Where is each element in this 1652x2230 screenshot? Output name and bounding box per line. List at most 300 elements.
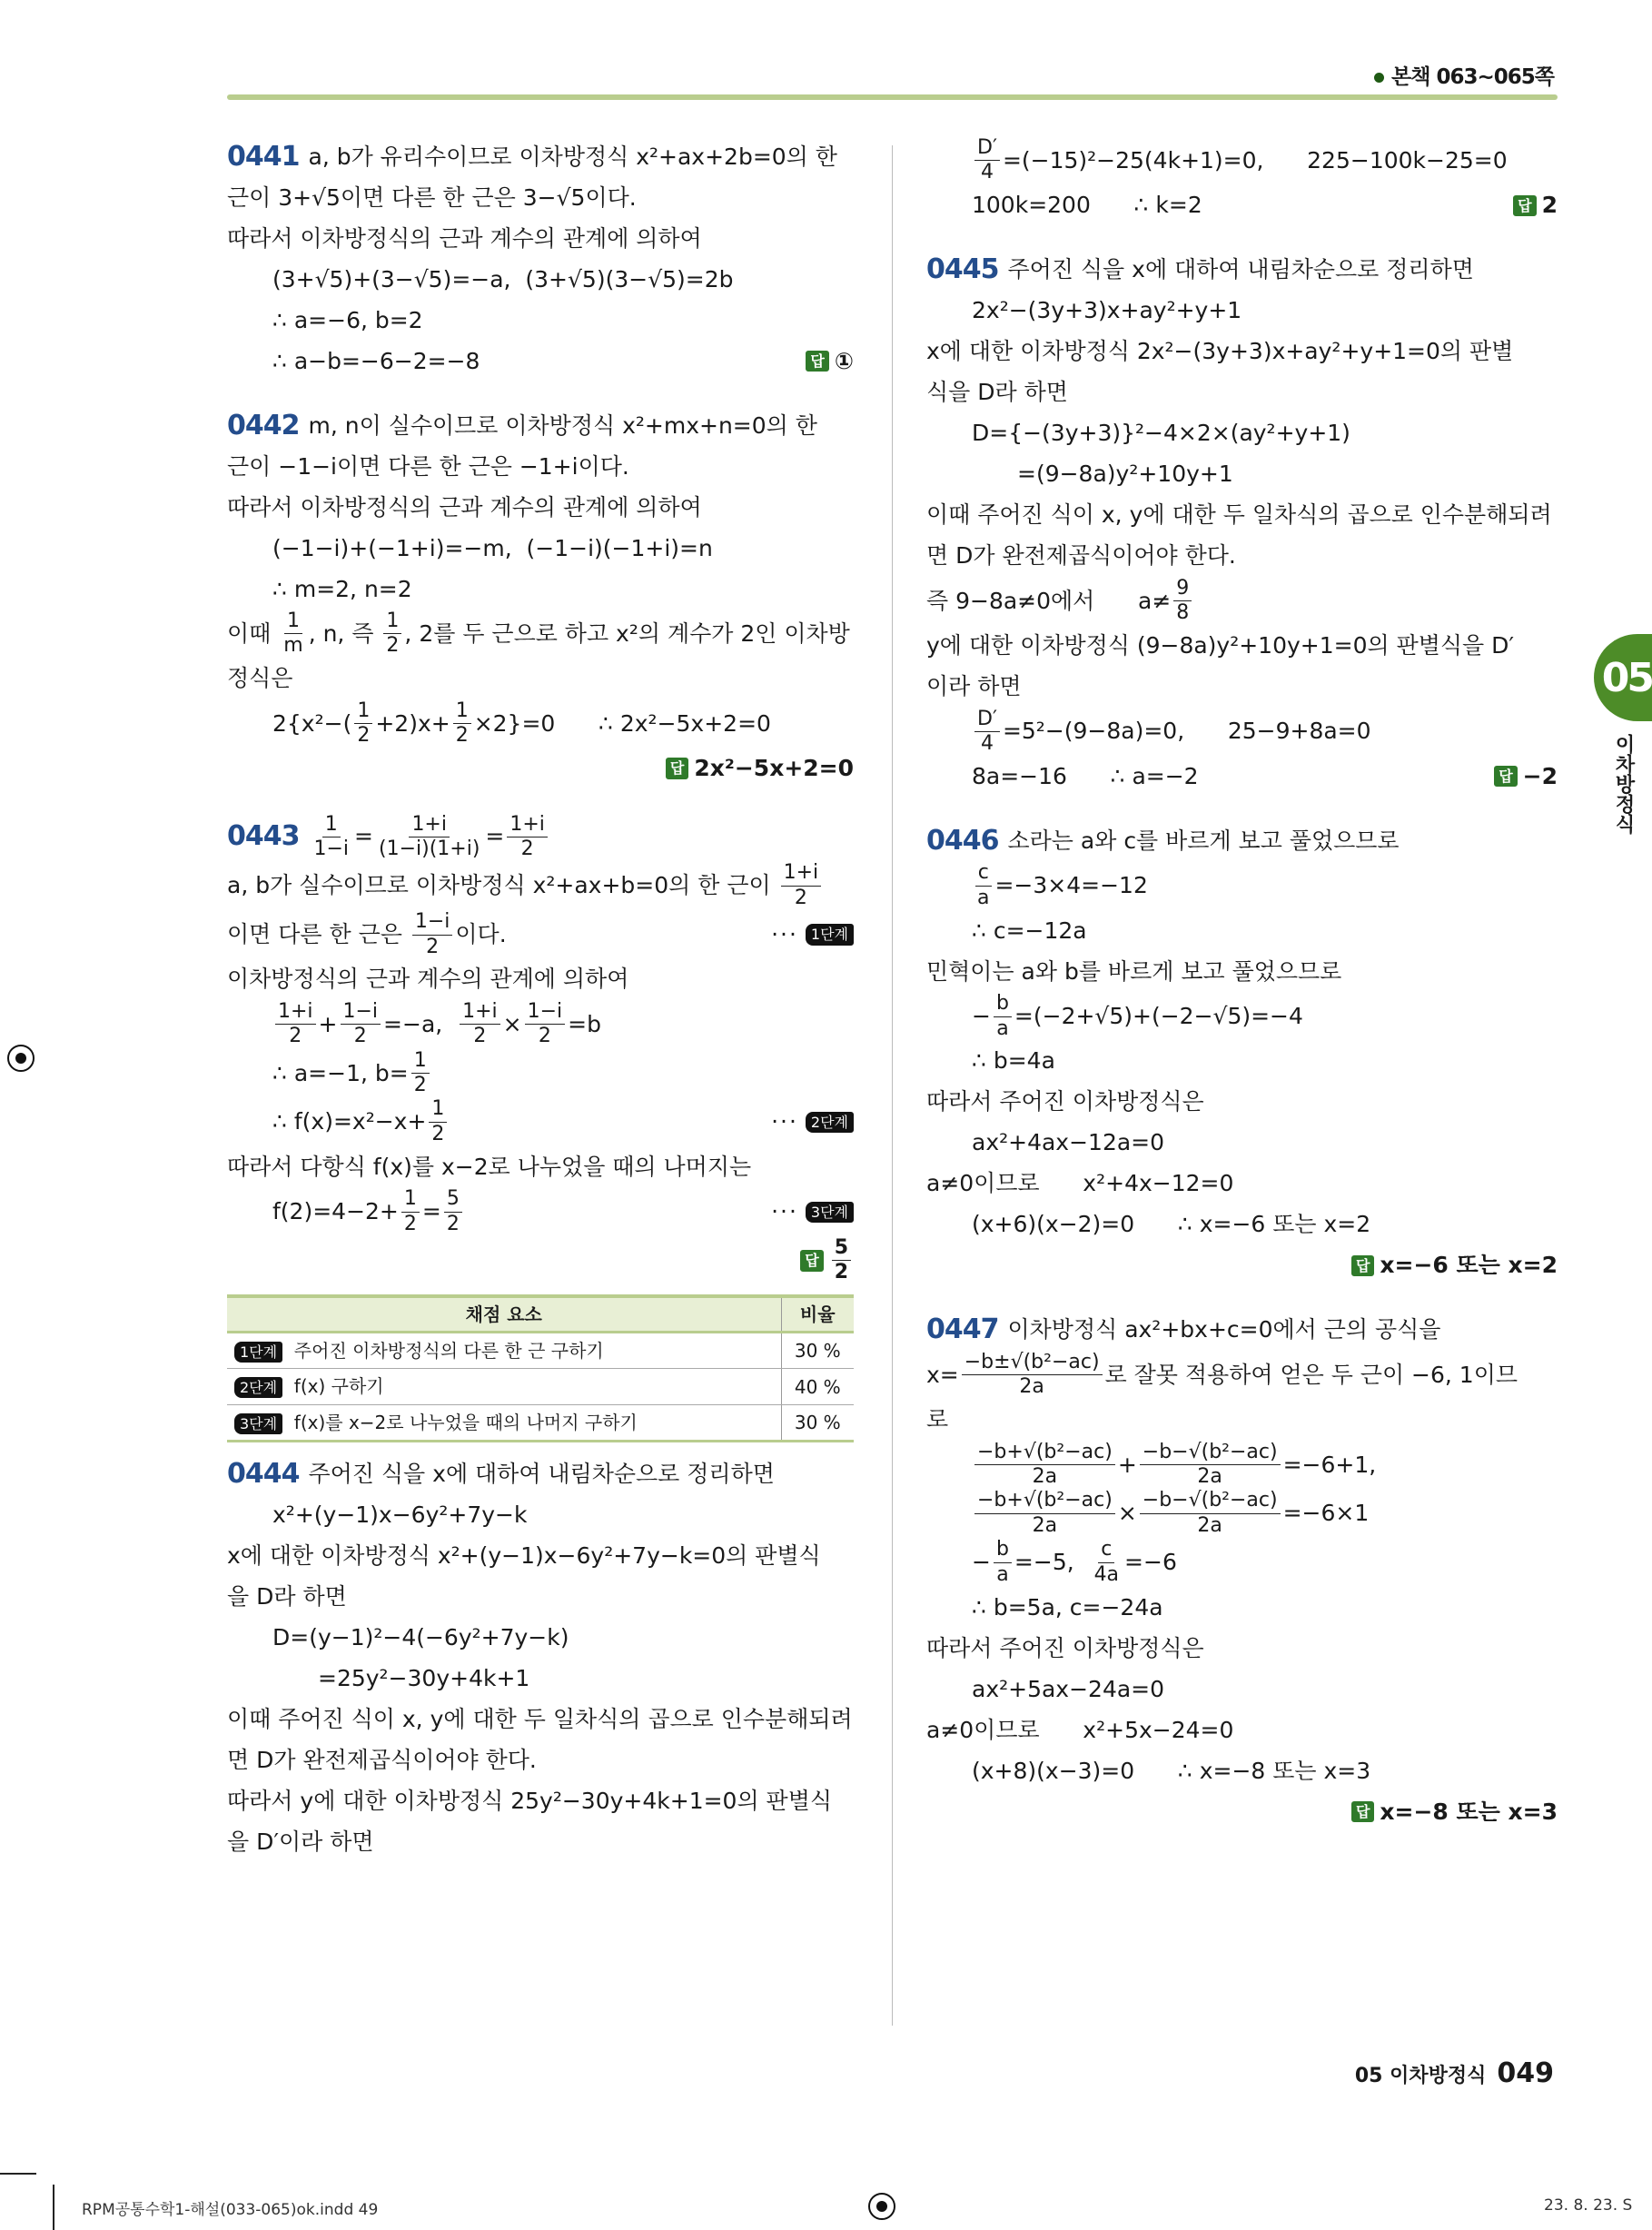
- chapter-number: 05: [1601, 654, 1652, 701]
- text-line: [926, 495, 1558, 536]
- spacer: [926, 226, 1558, 250]
- text-line: [926, 577, 1558, 626]
- text-line: [227, 1097, 854, 1146]
- text-run: 따라서 주어진 이차방정식은: [926, 1634, 1204, 1661]
- ellipsis: ···: [771, 1108, 798, 1135]
- text-run: 이차방정식 ax²+bx+c=0에서 근의 공식을: [1007, 1316, 1441, 1343]
- numerator: 1−i: [525, 1000, 566, 1025]
- step-badge: 1단계: [234, 1342, 282, 1363]
- text-run: 이때 주어진 식이 x, y에 대한 두 일차식의 곱으로 인수분해되려: [926, 501, 1552, 529]
- text-run: 이면 다른 한 근은: [227, 921, 410, 948]
- denominator: 2: [413, 1074, 427, 1097]
- numerator: D′: [974, 136, 1000, 161]
- text-run: =: [421, 1198, 441, 1225]
- text-run: 2x²−5x+2=0: [694, 755, 854, 782]
- table-cell-ratio: 30 %: [781, 1405, 854, 1442]
- fraction: [974, 136, 1000, 185]
- text-line: [227, 1146, 854, 1187]
- denominator: 2: [386, 634, 400, 658]
- text-line: [926, 1489, 1558, 1538]
- left-column: [227, 136, 854, 1862]
- answer: [800, 1236, 854, 1285]
- denominator: 2: [455, 724, 469, 748]
- ellipsis: ···: [771, 921, 798, 948]
- fraction: [453, 699, 471, 748]
- text-line: [926, 136, 1558, 185]
- text-line: [926, 413, 1558, 454]
- text-run: =−6: [1124, 1549, 1177, 1576]
- text-run: f(2)=4−2+: [272, 1198, 399, 1225]
- answer: [1513, 192, 1558, 219]
- fraction: [444, 1187, 462, 1236]
- text-line: [926, 372, 1558, 413]
- text-line: [926, 1041, 1558, 1082]
- numerator: 9: [1173, 577, 1192, 601]
- fraction: [281, 610, 305, 659]
- text-line: [926, 861, 1558, 910]
- text-line: [227, 1494, 854, 1535]
- fraction: [974, 1441, 1115, 1490]
- text-line: [926, 1082, 1558, 1123]
- text-run: =25y²−30y+4k+1: [318, 1664, 530, 1691]
- numerator: −b−√(b²−ac): [1140, 1441, 1281, 1465]
- fraction: [525, 1000, 566, 1049]
- text-run: =(−2+√5)+(−2−√5)=−4: [1014, 1003, 1303, 1030]
- step-badge: 2단계: [234, 1377, 282, 1398]
- text-line: [926, 951, 1558, 992]
- text-run: =(−15)²−25(4k+1)=0, 225−100k−25=0: [1002, 146, 1508, 173]
- text-run: =b: [568, 1010, 601, 1037]
- text-run: =(9−8a)y²+10y+1: [1017, 461, 1233, 488]
- line-right: [1513, 192, 1558, 219]
- numerator: c: [975, 861, 992, 886]
- text-run: 따라서 다항식 f(x)를 x−2로 나누었을 때의 나머지는: [227, 1153, 752, 1180]
- text-run: =: [354, 823, 373, 850]
- numerator: 1+i: [409, 813, 450, 837]
- text-line: [227, 405, 854, 446]
- text-run: 주어진 식을 x에 대하여 내림차순으로 정리하면: [1007, 256, 1474, 283]
- text-line: [227, 1236, 854, 1285]
- text-run: x=−6 또는 x=2: [1380, 1252, 1558, 1279]
- answer: [1351, 1252, 1558, 1279]
- denominator: 2: [473, 1025, 487, 1048]
- fraction: [994, 1538, 1012, 1587]
- text-run: x=−8 또는 x=3: [1380, 1798, 1558, 1825]
- denominator: 2a: [1197, 1513, 1222, 1537]
- text-run: x=: [926, 1361, 959, 1388]
- numerator: 1: [411, 1049, 430, 1074]
- line-right: [1351, 1252, 1558, 1279]
- text-line: [227, 861, 854, 910]
- table-cell-ratio: 30 %: [781, 1333, 854, 1369]
- text-line: [227, 610, 854, 659]
- fraction: [460, 1000, 500, 1049]
- spacer: [926, 797, 1558, 820]
- text-run: 2: [1541, 192, 1558, 219]
- text-run: −: [972, 1549, 991, 1576]
- right-column: [926, 136, 1558, 1832]
- numerator: 1: [284, 610, 302, 634]
- page-reference: [1374, 60, 1554, 90]
- denominator: a: [977, 886, 990, 909]
- text-line: [227, 910, 854, 959]
- text-run: (x+6)(x−2)=0 ∴ x=−6 또는 x=2: [972, 1211, 1371, 1238]
- text-line: [926, 1164, 1558, 1204]
- spacer: [227, 382, 854, 405]
- numerator: −b+√(b²−ac): [974, 1441, 1115, 1465]
- text-run: y에 대한 이차방정식 (9−8a)y²+10y+1=0의 판별식을 D′: [926, 632, 1515, 659]
- text-line: [926, 708, 1558, 757]
- answer: [806, 348, 854, 375]
- problem-number: 0447: [926, 1313, 999, 1346]
- text-line: [926, 1400, 1558, 1441]
- chapter-tab: [1594, 634, 1652, 721]
- denominator: 4: [980, 161, 994, 184]
- fraction: [974, 708, 1000, 757]
- fraction: [429, 1097, 447, 1146]
- fraction: [412, 910, 453, 959]
- answer: [1494, 763, 1558, 790]
- text-run: 면 D가 완전제곱식이어야 한다.: [926, 542, 1236, 570]
- step-badge: 2단계: [806, 1112, 854, 1133]
- text-run: a, b가 실수이므로 이차방정식 x²+ax+b=0의 한 근이: [227, 872, 778, 899]
- numerator: 1: [354, 699, 372, 724]
- numerator: D′: [974, 708, 1000, 732]
- denominator: 2a: [1032, 1465, 1058, 1489]
- numerator: c: [1098, 1538, 1114, 1562]
- page-reference-text: 본책 063~065쪽: [1391, 65, 1554, 89]
- text-run: 로 잘못 적용하여 얻은 두 근이 −6, 1이므: [1104, 1361, 1518, 1388]
- answer: [1351, 1799, 1558, 1826]
- numerator: 1+i: [460, 1000, 500, 1025]
- text-line: [926, 536, 1558, 577]
- text-run: 식을 D라 하면: [926, 379, 1068, 406]
- text-line: [926, 1791, 1558, 1832]
- fraction: [832, 1236, 851, 1285]
- text-run: 이라 하면: [926, 673, 1022, 700]
- text-run: (x+8)(x−3)=0 ∴ x=−8 또는 x=3: [972, 1757, 1371, 1784]
- text-run: m, n이 실수이므로 이차방정식 x²+mx+n=0의 한: [308, 411, 817, 439]
- text-line: [227, 487, 854, 528]
- text-run: 따라서 주어진 이차방정식은: [926, 1088, 1204, 1115]
- text-line: [926, 910, 1558, 951]
- fraction: [507, 813, 548, 862]
- line-right: [1351, 1799, 1558, 1826]
- numerator: 5: [444, 1187, 462, 1212]
- text-run: =−3×4=−12: [994, 872, 1148, 899]
- text-run: D=(y−1)²−4(−6y²+7y−k): [272, 1623, 569, 1650]
- text-run: 을 D′이라 하면: [227, 1828, 374, 1855]
- denominator: 2: [431, 1122, 445, 1145]
- text-line: [227, 1049, 854, 1098]
- fraction: [376, 813, 482, 862]
- text-run: ∴ c=−12a: [972, 917, 1087, 944]
- text-line: [227, 1000, 854, 1049]
- numerator: −b±√(b²−ac): [962, 1351, 1103, 1375]
- text-line: [227, 1780, 854, 1821]
- table-cell: [227, 1405, 781, 1442]
- text-run: ∴ a=−1, b=: [272, 1059, 409, 1086]
- line-right: [771, 1198, 854, 1225]
- text-line: [926, 250, 1558, 291]
- fraction: [974, 1489, 1115, 1538]
- text-run: 정식은: [227, 665, 293, 692]
- text-run: D={−(3y+3)}²−4×2×(ay²+y+1): [972, 420, 1350, 447]
- answer-badge: 답: [666, 758, 688, 778]
- numerator: b: [994, 992, 1012, 1016]
- table-cell: [227, 1333, 781, 1369]
- text-line: [926, 1351, 1558, 1400]
- text-line: [227, 1739, 854, 1780]
- text-line: [227, 748, 854, 789]
- fraction: [312, 813, 352, 862]
- text-line: [926, 1123, 1558, 1164]
- table-row: [227, 1333, 854, 1369]
- denominator: 4: [980, 731, 994, 755]
- text-line: [227, 446, 854, 487]
- problem-number: 0445: [926, 253, 999, 286]
- answer: [666, 755, 854, 782]
- numerator: 1: [401, 1187, 420, 1212]
- text-run: 따라서 y에 대한 이차방정식 25y²−30y+4k+1=0의 판별식: [227, 1787, 832, 1814]
- text-run: 8a=−16 ∴ a=−2: [972, 762, 1199, 789]
- text-line: [926, 667, 1558, 708]
- denominator: 2: [794, 886, 807, 909]
- text-run: ∴ b=5a, c=−24a: [972, 1593, 1163, 1620]
- text-run: x에 대한 이차방정식 2x²−(3y+3)x+ay²+y+1=0의 판별: [926, 338, 1514, 365]
- text-run: 100k=200 ∴ k=2: [972, 192, 1202, 219]
- column-divider: [892, 145, 893, 2026]
- text-run: x²+(y−1)x−6y²+7y−k: [272, 1501, 528, 1528]
- text-line: [926, 454, 1558, 495]
- text-run: ×2}=0 ∴ 2x²−5x+2=0: [473, 709, 771, 737]
- text-run: a, b가 유리수이므로 이차방정식 x²+ax+2b=0의 한: [308, 143, 837, 170]
- text-line: [227, 1821, 854, 1862]
- denominator: 2: [446, 1212, 460, 1235]
- fraction: [781, 861, 822, 910]
- fraction: [994, 992, 1012, 1041]
- text-run: , n, 즉: [308, 619, 381, 647]
- spacer: [926, 1286, 1558, 1310]
- print-date: 23. 8. 23. S: [1544, 2196, 1633, 2215]
- crop-mark: [53, 2185, 54, 2230]
- text-line: [227, 1187, 854, 1236]
- footer-chapter: 05 이차방정식: [1354, 2065, 1487, 2087]
- answer-badge: 답: [1351, 1255, 1374, 1276]
- text-line: [227, 300, 854, 341]
- text-run: , 2를 두 근으로 하고 x²의 계수가 2인 이차방: [404, 619, 850, 647]
- text-line: [926, 756, 1558, 797]
- text-run: 주어진 식을 x에 대하여 내림차순으로 정리하면: [308, 1460, 775, 1487]
- numerator: 5: [832, 1236, 851, 1261]
- text-run: ax²+4ax−12a=0: [972, 1129, 1165, 1156]
- answer-badge: 답: [1494, 766, 1517, 787]
- text-line: [227, 136, 854, 177]
- text-line: [926, 185, 1558, 226]
- numerator: −b−√(b²−ac): [1140, 1489, 1281, 1513]
- text-run: 이다.: [455, 921, 507, 948]
- text-line: [926, 820, 1558, 861]
- text-line: [926, 1245, 1558, 1286]
- denominator: 2: [289, 1025, 302, 1048]
- fraction: [275, 1000, 316, 1049]
- text-line: [227, 1453, 854, 1494]
- problem-number: 0444: [227, 1457, 300, 1490]
- text-line: [926, 1669, 1558, 1710]
- numerator: 1: [453, 699, 471, 724]
- numerator: −b+√(b²−ac): [974, 1489, 1115, 1513]
- numerator: 1−i: [341, 1000, 381, 1025]
- text-run: 이때 주어진 식이 x, y에 대한 두 일차식의 곱으로 인수분해되려: [227, 1705, 853, 1732]
- denominator: a: [996, 1562, 1009, 1586]
- text-line: [227, 959, 854, 1000]
- numerator: 1: [322, 813, 341, 837]
- line-right: [800, 1236, 854, 1285]
- text-line: [227, 569, 854, 610]
- answer-badge: 답: [800, 1250, 823, 1271]
- crop-mark: [0, 2173, 36, 2175]
- numerator: 1−i: [412, 910, 453, 935]
- text-run: 이차방정식의 근과 계수의 관계에 의하여: [227, 966, 629, 993]
- numerator: 1+i: [507, 813, 548, 837]
- text-line: [227, 1658, 854, 1699]
- text-run: 을 D라 하면: [227, 1582, 347, 1610]
- text-line: [227, 177, 854, 218]
- text-run: (3+√5)+(3−√5)=−a, (3+√5)(3−√5)=2b: [272, 265, 734, 292]
- fraction: [341, 1000, 381, 1049]
- line-right: [771, 921, 854, 948]
- problem-number: 0442: [227, 409, 300, 441]
- denominator: 1−i: [313, 837, 350, 860]
- fraction: [1140, 1489, 1281, 1538]
- fraction: [1173, 577, 1192, 626]
- chapter-title: 이차방정식: [1612, 734, 1635, 834]
- text-run: =: [485, 823, 505, 850]
- text-run: 2x²−(3y+3)x+ay²+y+1: [972, 297, 1242, 324]
- step-badge: 3단계: [806, 1202, 854, 1223]
- line-right: [806, 348, 854, 375]
- text-run: ∴ a−b=−6−2=−8: [272, 347, 480, 374]
- text-line: [227, 1535, 854, 1576]
- text-run: =5²−(9−8a)=0, 25−9+8a=0: [1002, 718, 1371, 745]
- fraction: [962, 1351, 1103, 1400]
- denominator: 2: [520, 837, 534, 860]
- denominator: 4a: [1093, 1562, 1120, 1586]
- denominator: 2: [834, 1261, 848, 1284]
- numerator: b: [994, 1538, 1012, 1562]
- text-line: [227, 341, 854, 382]
- criterion-text: 주어진 이차방정식의 다른 한 근 구하기: [282, 1339, 604, 1362]
- table-cell-ratio: 40 %: [781, 1369, 854, 1405]
- text-run: ①: [834, 347, 854, 374]
- line-right: [771, 1108, 854, 1135]
- header-rule: [227, 94, 1558, 100]
- text-run: 소라는 a와 c를 바르게 보고 풀었으므로: [1007, 827, 1400, 854]
- text-line: [926, 992, 1558, 1041]
- problem-number: 0441: [227, 140, 300, 173]
- table-cell: [227, 1369, 781, 1405]
- problem-number: 0446: [926, 824, 999, 857]
- denominator: 2: [403, 1212, 417, 1235]
- fraction: [383, 610, 401, 659]
- text-run: x에 대한 이차방정식 x²+(y−1)x−6y²+7y−k=0의 판별식: [227, 1541, 821, 1569]
- registration-mark-icon: [868, 2193, 895, 2220]
- spacer: [227, 789, 854, 813]
- text-run: 2{x²−(: [272, 709, 352, 737]
- denominator: 2: [357, 724, 371, 748]
- text-line: [926, 1587, 1558, 1628]
- answer-badge: 답: [1351, 1801, 1374, 1822]
- text-line: [227, 1576, 854, 1617]
- text-run: ∴ b=4a: [972, 1047, 1055, 1075]
- text-line: [227, 1699, 854, 1739]
- footer: [1355, 2057, 1554, 2089]
- text-line: [227, 1617, 854, 1658]
- text-run: ×: [1117, 1500, 1137, 1527]
- text-run: 즉 9−8a≠0에서 a≠: [926, 587, 1172, 614]
- text-run: =−6×1: [1282, 1500, 1370, 1527]
- text-run: 따라서 이차방정식의 근과 계수의 관계에 의하여: [227, 224, 702, 252]
- denominator: 2: [353, 1025, 367, 1048]
- text-run: ×: [502, 1010, 522, 1037]
- text-line: [926, 1710, 1558, 1750]
- numerator: 1+i: [275, 1000, 316, 1025]
- text-line: [227, 218, 854, 259]
- bullet-icon: [1374, 73, 1384, 83]
- numerator: 1: [383, 610, 401, 634]
- text-run: +: [1117, 1451, 1137, 1478]
- table-header: 비율: [781, 1296, 854, 1333]
- ellipsis: ···: [771, 1198, 798, 1225]
- table-header: 채점 요소: [227, 1296, 781, 1333]
- text-run: 근이 3+√5이면 다른 한 근은 3−√5이다.: [227, 183, 637, 211]
- text-run: (−1−i)+(−1+i)=−m, (−1−i)(−1+i)=n: [272, 534, 713, 561]
- fraction: [401, 1187, 420, 1236]
- text-line: [926, 1628, 1558, 1669]
- text-run: a≠0이므로 x²+5x−24=0: [926, 1716, 1234, 1743]
- text-run: a≠0이므로 x²+4x−12=0: [926, 1170, 1234, 1197]
- text-line: [227, 528, 854, 569]
- line-right: [666, 755, 854, 782]
- denominator: 8: [1176, 601, 1190, 625]
- criterion-text: f(x) 구하기: [282, 1375, 384, 1398]
- text-run: 이때: [227, 619, 279, 647]
- denominator: 2a: [1032, 1513, 1058, 1537]
- problem-number: 0443: [227, 820, 300, 853]
- page-number: 049: [1497, 2057, 1554, 2089]
- text-run: =−5,: [1014, 1549, 1089, 1576]
- text-line: [926, 1310, 1558, 1351]
- print-slug: RPM공통수학1-해설(033-065)ok.indd 49: [82, 2201, 379, 2219]
- text-line: [227, 259, 854, 300]
- criterion-text: f(x)를 x−2로 나누었을 때의 나머지 구하기: [282, 1411, 638, 1433]
- text-run: 근이 −1−i이면 다른 한 근은 −1+i이다.: [227, 452, 629, 480]
- table-row: [227, 1405, 854, 1442]
- text-run: =−a,: [383, 1010, 458, 1037]
- scoring-table: [227, 1294, 854, 1443]
- answer-badge: 답: [806, 351, 828, 372]
- text-line: [227, 699, 854, 748]
- text-line: [926, 332, 1558, 372]
- text-run: −: [972, 1003, 991, 1030]
- step-badge: 1단계: [806, 924, 854, 945]
- denominator: 2: [538, 1025, 551, 1048]
- text-line: [926, 1538, 1558, 1587]
- registration-mark-icon: [7, 1045, 35, 1072]
- denominator: 2: [426, 935, 440, 958]
- text-run: ∴ f(x)=x²−x+: [272, 1108, 427, 1135]
- text-run: −2: [1522, 762, 1558, 789]
